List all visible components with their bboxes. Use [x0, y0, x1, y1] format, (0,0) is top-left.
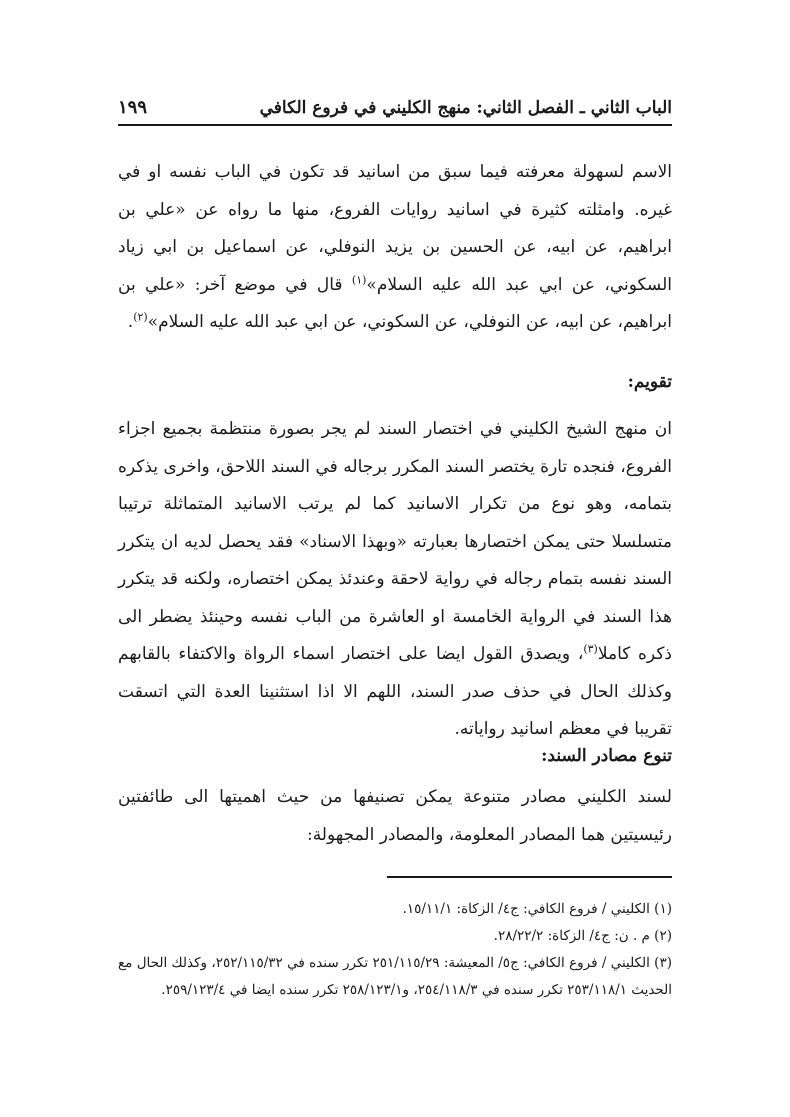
section-heading-sources: تنوع مصادر السند:	[541, 746, 672, 766]
footnote-1: (١) الكليني / فروع الكافي: ج٤/ الزكاة: ١٥/١١/١.	[402, 901, 672, 917]
intro-paragraph	[118, 154, 672, 342]
evaluation-text: ان منهج الشيخ الكليني في اختصار السند لم يجر بصورة منتظمة بجميع اجزاء الفروع، فنجده تارة يختصر السند المكرر برجاله في السند اللاحق، واخرى يذكره بتمامه، وهو نوع من تكرار الاسانيد كما لم يرتب الاسانيد المتماثلة ترتيبا متسلسلا حتى يمكن اختصارها بعبارته «وبهذا الاسناد» فقد يحصل لديه ان يتكرر السند نفسه بتمام رجاله في رواية لاحقة وعندئذ يمكن اختصاره، ولكنه قد يتكرر هذا السند في الرواية الخامسة او العاشرة من الباب نفسه وحينئذ يضطر الى ذكره كاملا	[118, 419, 672, 664]
header-rule	[118, 124, 672, 126]
footnote-ref-2[interactable]: (٢)	[133, 310, 148, 324]
footnote-ref-1[interactable]: (١)	[351, 272, 367, 286]
evaluation-paragraph	[118, 411, 672, 749]
footnote-separator	[387, 876, 672, 878]
intro-text-3: .	[127, 312, 134, 332]
intro-text-2: قال في موضع آخر: «علي بن ابراهيم، عن ابيه، عن النوفلي، عن السكوني، عن ابي عبد الله عليه السلام»	[118, 274, 672, 332]
header-title: الباب الثاني ـ الفصل الثاني: منهج الكليني في فروع الكافي	[259, 98, 672, 118]
page-number: ١٩٩	[118, 97, 148, 118]
footnote-3: (٣) الكليني / فروع الكافي: ج٥/ المعيشة: ٢٥١/١١٥/٢٩ تكرر سنده في ٢٥٢/١١٥/٣٢، وكذلك الحال مع الحديث ٢٥٣/١١٨/١ تكرر سنده في ٢٥٤/١١٨/٣، و٢٥٨/١٢٣/١ تكرر سنده ايضا في ٢٥٩/١٢٣/٤.	[118, 955, 672, 998]
evaluation-text-end: ، ويصدق القول ايضا على اختصار اسماء الرواة والاكتفاء بالقابهم وكذلك الحال في حذف صدر السند، اللهم الا اذا استثنينا العدة التي اتسقت تقريبا في معظم اسانيد رواياته.	[118, 644, 672, 739]
running-header	[118, 88, 672, 118]
intro-text-1: الاسم لسهولة معرفته فيما سبق من اسانيد قد تكون في الباب نفسه او في غيره. وامثلته كثيرة في اسانيد روايات الفروع، منها ما رواه عن «علي بن ابراهيم، عن ابيه، عن الحسين بن يزيد النوفلي، عن اسماعيل بن ابي زياد السكوني، عن ابي عبد الله عليه السلام»	[118, 162, 672, 295]
footnote-2: (٢) م . ن: ج٤/ الزكاة: ٢٨/٢٢/٢.	[493, 928, 672, 944]
sources-paragraph: لسند الكليني مصادر متنوعة يمكن تصنيفها من حيث اهميتها الى طائفتين رئيسيتين هما المصادر المعلومة، والمصادر المجهولة:	[118, 787, 672, 845]
section-heading-evaluation: تقويم:	[627, 372, 672, 392]
footnote-ref-3[interactable]: (٣)	[583, 642, 598, 656]
footnotes-list	[118, 896, 672, 1004]
